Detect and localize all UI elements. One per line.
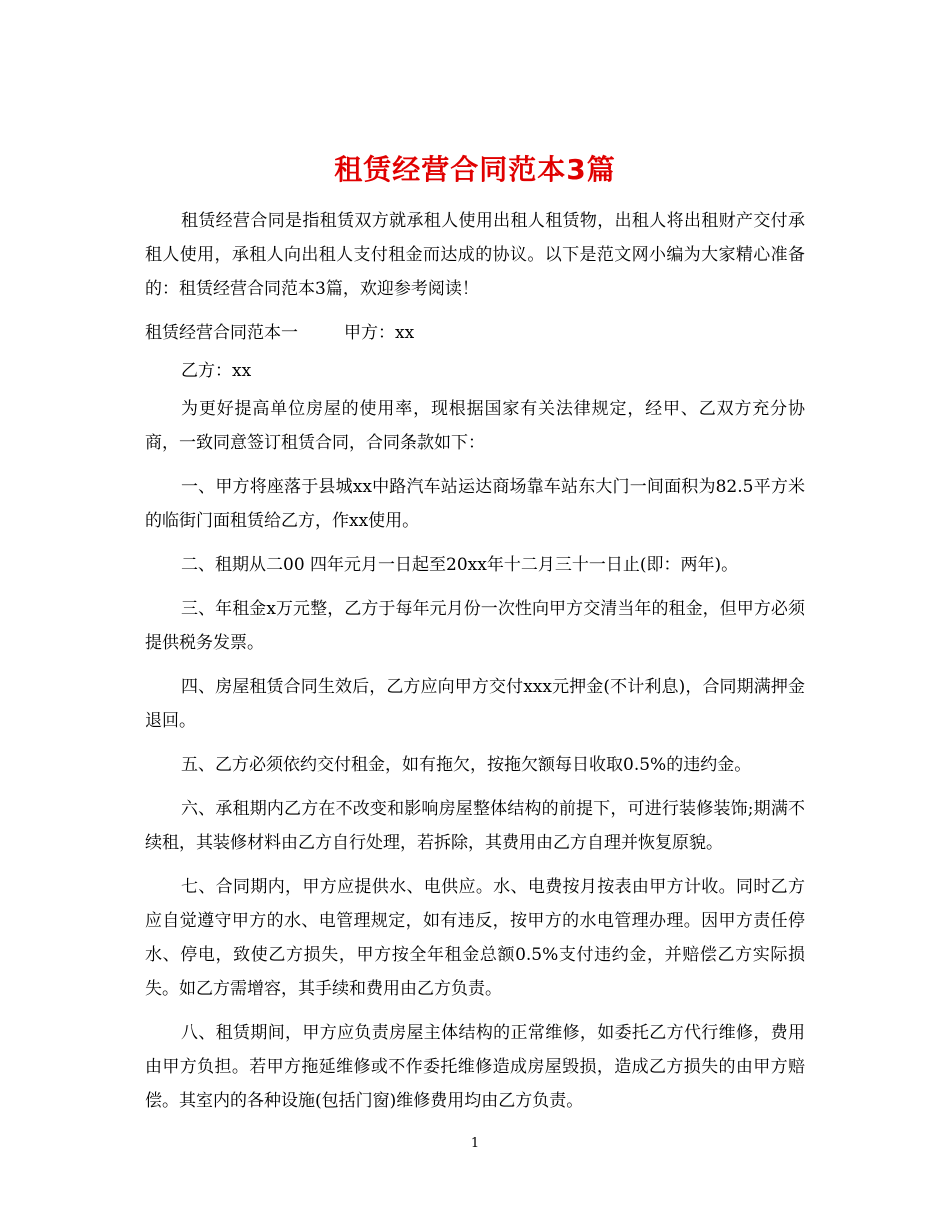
- document-body: [145, 204, 805, 1128]
- clause-paragraph: 八、租赁期间，甲方应负责房屋主体结构的正常维修，如委托乙方代行维修，费用由甲方负担。若甲方拖延维修或不作委托维修造成房屋毁损，造成乙方损失的由甲方赔偿。其室内的各种设施(包括门窗)维修费用均由乙方负责。: [145, 1023, 805, 1111]
- clause-paragraph: 七、合同期内，甲方应提供水、电供应。水、电费按月按表由甲方计收。同时乙方应自觉遵守甲方的水、电管理规定，如有违反，按甲方的水电管理办理。因甲方责任停水、停电，致使乙方损失，甲方按全年租金总额0.5%支付违约金，并赔偿乙方实际损失。如乙方需增容，其手续和费用由乙方负责。: [145, 877, 805, 999]
- section-heading: 租赁经营合同范本一: [145, 323, 298, 343]
- clause-paragraph: 四、房屋租赁合同生效后，乙方应向甲方交付xxx元押金(不计利息)，合同期满押金退回。: [145, 677, 805, 731]
- party-b: 乙方：xx: [181, 361, 252, 381]
- intro-paragraph: 租赁经营合同是指租赁双方就承租人使用出租人租赁物，出租人将出租财产交付承租人使用，承租人向出租人支付租金而达成的协议。以下是范文网小编为大家精心准备的：租赁经营合同范本3篇，欢迎参考阅读！: [145, 211, 805, 299]
- page-number: 1: [470, 1136, 480, 1151]
- document-title: 租赁经营合同范本3篇: [334, 152, 616, 186]
- clause-paragraph: 二、租期从二00 四年元月一日起至20xx年十二月三十一日止(即：两年)。: [181, 555, 739, 575]
- clause-paragraph: 三、年租金x万元整，乙方于每年元月份一次性向甲方交清当年的租金，但甲方必须提供税务发票。: [145, 599, 805, 653]
- clause-paragraph: 一、甲方将座落于县城xx中路汽车站运达商场靠车站东大门一间面积为82.5平方米的临街门面租赁给乙方，作xx使用。: [145, 477, 805, 531]
- clause-paragraph: 为更好提高单位房屋的使用率，现根据国家有关法律规定，经甲、乙双方充分协商，一致同意签订租赁合同，合同条款如下：: [145, 399, 805, 453]
- clause-paragraph: 五、乙方必须依约交付租金，如有拖欠，按拖欠额每日收取0.5%的违约金。: [181, 755, 752, 775]
- party-a: 甲方：xx: [344, 323, 415, 343]
- section-heading-line: [145, 316, 805, 350]
- clause-paragraph: 六、承租期内乙方在不改变和影响房屋整体结构的前提下，可进行装修装饰;期满不续租，其装修材料由乙方自行处理，若拆除，其费用由乙方自理并恢复原貌。: [145, 799, 805, 853]
